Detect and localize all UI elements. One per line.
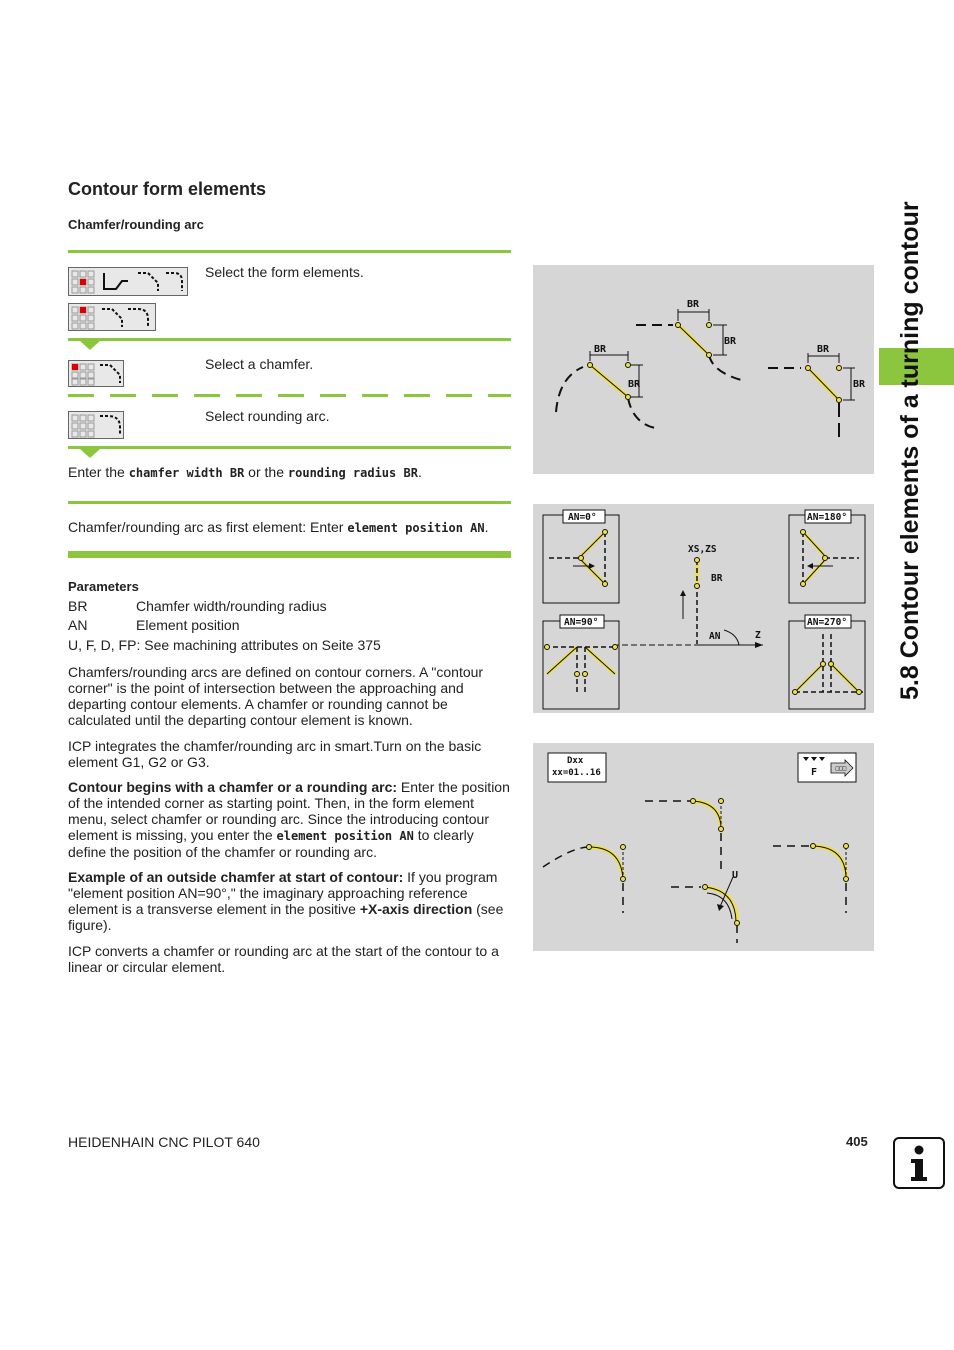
table-top-rule: [68, 250, 511, 253]
br-label: BR: [628, 379, 641, 390]
step-select-form: Select the form elements.: [205, 264, 364, 280]
an-90-label: AN=90°: [564, 617, 599, 628]
parameter-row-br: BR Chamfer width/rounding radius: [68, 598, 327, 614]
sub-heading: Chamfer/rounding arc: [68, 217, 204, 232]
br-label: BR: [711, 573, 723, 584]
paragraph-contour-begins: Contour begins with a chamfer or a rounding arc: Enter the position of the intended corner as starting point. Then, in the form element menu, select chamfer or rounding arc. Since the introducing contour element is missing, you enter the element position AN to clearly define the position of the chamfer or rounding arc.: [68, 779, 510, 860]
enter-instruction: Enter the chamfer width BR or the rounding radius BR.: [68, 464, 422, 480]
br-label: BR: [594, 344, 607, 355]
br-label: BR: [853, 379, 866, 390]
figure-rounding-attributes: [533, 743, 874, 951]
br-label: BR: [687, 299, 700, 310]
feed-icon: [803, 757, 825, 761]
dxx-label: Dxx: [567, 756, 584, 766]
feed-dots: □□□: [835, 765, 847, 772]
an-0-label: AN=0°: [568, 512, 597, 523]
chamfer-icon[interactable]: [68, 360, 124, 387]
paragraph-icp-converts: ICP converts a chamfer or rounding arc at the start of the contour to a linear or circular element.: [68, 943, 499, 975]
step-select-chamfer: Select a chamfer.: [205, 356, 314, 372]
dashed-divider: [68, 394, 511, 397]
an-180-label: AN=180°: [807, 512, 848, 523]
feed-f-label: F: [811, 767, 818, 778]
arrow-down-icon: [80, 341, 100, 350]
info-icon: [893, 1137, 945, 1189]
rounding-arc-icon[interactable]: [68, 411, 124, 439]
chapter-title: 5.8 Contour elements of a turning contour: [896, 201, 924, 700]
table-rule: [68, 501, 511, 504]
paragraph-contour-corner: Chamfers/rounding arcs are defined on contour corners. A "contour corner" is the point of intersection between the approaching and departing contour elements. A chamfer or rounding cannot be calculated until the departing contour element is known.: [68, 664, 484, 728]
figure-element-position-an: [533, 504, 874, 713]
chamfer-rounding-icon[interactable]: [68, 303, 156, 331]
u-label: U: [732, 870, 739, 881]
section-heading: Contour form elements: [68, 179, 267, 199]
first-element-instruction: Chamfer/rounding arc as first element: Enter element position AN.: [68, 519, 489, 535]
table-rule: [68, 338, 511, 341]
an-label: AN: [709, 631, 721, 642]
parameter-extra: U, F, D, FP: See machining attributes on Seite 375: [68, 637, 381, 653]
z-axis-label: Z: [755, 630, 761, 641]
form-elements-icon[interactable]: [68, 267, 188, 296]
figure-chamfer-rounding-br: [533, 265, 874, 474]
br-label: BR: [724, 336, 737, 347]
table-bottom-rule: [68, 551, 511, 558]
xs-zs-label: XS,ZS: [688, 544, 717, 555]
parameter-row-an: AN Element position: [68, 617, 240, 633]
br-label: BR: [817, 344, 830, 355]
parameters-title: Parameters: [68, 579, 139, 594]
footer-product: HEIDENHAIN CNC PILOT 640: [68, 1134, 260, 1150]
dxx-range-label: xx=01..16: [552, 768, 601, 778]
table-rule: [68, 446, 511, 449]
an-270-label: AN=270°: [807, 617, 848, 628]
arrow-down-icon: [80, 449, 100, 458]
paragraph-icp-integrates: ICP integrates the chamfer/rounding arc in smart.Turn on the basic element G1, G2 or G3.: [68, 738, 482, 770]
page-number: 405: [846, 1134, 868, 1149]
paragraph-outside-chamfer: Example of an outside chamfer at start of contour: If you program "element position AN=90°," the imaginary approaching reference element is a transverse element in the positive +X-axis direction (see figure).: [68, 869, 504, 933]
step-select-rounding: Select rounding arc.: [205, 408, 330, 424]
